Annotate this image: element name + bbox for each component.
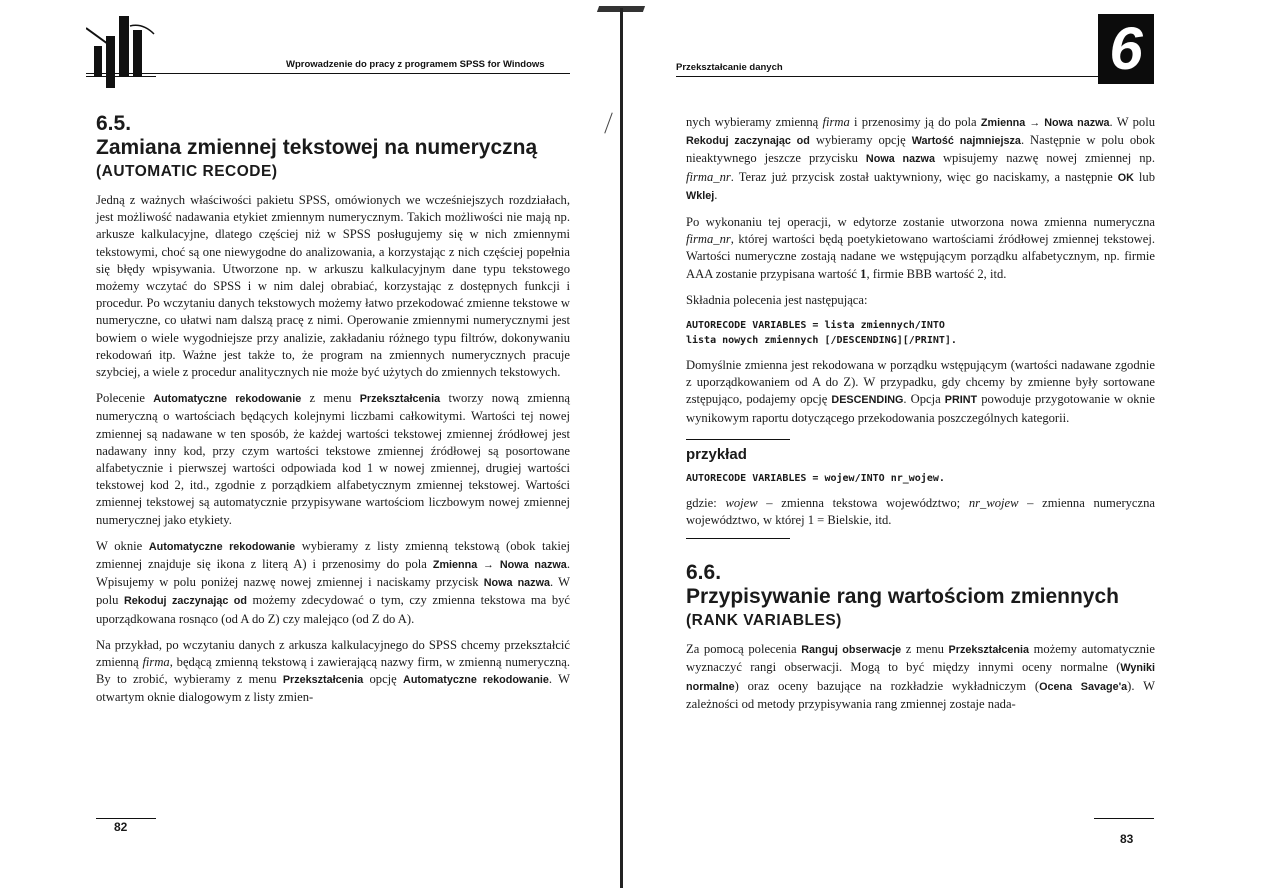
syntax-line: AUTORECODE VARIABLES = lista zmiennych/INTO — [686, 320, 945, 332]
paragraph: W oknie Automatyczne rekodowanie wybieramy z listy zmienną tekstową (obok takiej zmiennej znajduje się ikona z literą A) i przenosimy do pola Zmienna → Nowa nazwa. Wpisujemy w polu poniżej nazwę nowej zmiennej i naciskamy przycisk Nowa nazwa. W polu Rekoduj zaczynając od możemy zdecydować o tym, czy zmienna tekstowa ma być uporządkowana rosnąco (od A do Z) czy malejąco (od Z do A). — [96, 538, 571, 626]
margin-mark — [604, 112, 612, 133]
syntax-block — [686, 318, 1155, 348]
section-title: Zamiana zmiennej tekstowej na numeryczną — [96, 136, 538, 159]
paragraph: Domyślnie zmienna jest rekodowana w porządku wstępującym (wartości nadawane zgodnie z uporządkowaniem od A do Z). W przypadku, gdy chcemy by zmienne były sortowane zstępująco, podajemy opcję DESCENDING. Opcja PRINT powoduje przygotowanie w oknie wynikowym raportu dotyczącego przekodowania poszczególnych kategorii. — [686, 358, 1155, 425]
header-rule — [676, 76, 1154, 77]
left-page — [0, 0, 622, 894]
paragraph: Jedną z ważnych właściwości pakietu SPSS, omówionych we wcześniejszych rozdziałach, jest możliwość nadawania etykiet zmiennym numerycznym. Takich możliwości nie mają np. arkusze kalkulacyjne, dlatego częściej niż w SPSS posługujemy się w nich zmiennymi tekstowymi, choć są one niewygodne do analizowania, a korzystając z nich częściej popełnia się błędy wpisywania. Utworzone np. w arkuszu kalkulacyjnym dane typu tekstowego możemy wczytać do SPSS i w nim dalej obrabiać, korzystając z dostępnych funkcji i procedur. Po wczytaniu danych tekstowych możemy łatwo przekodować zmienne tekstowe w numeryczne, co ułatwi nam dalszą pracę z nimi. Operowanie zmiennymi numerycznymi jest bowiem o wiele wygodniejsze przy analizie, zakładaniu różnego typu filtrów, dokonywaniu rekodowań itp. Ważne jest także to, że program na zmiennych numerycznych pracuje szybciej, a wiele z procedur analitycznych nie może być użytych do zmiennych tekstowych. — [96, 193, 570, 380]
chapter-number-badge: 6 — [1098, 14, 1154, 84]
section-title: Przypisywanie rang wartościom zmiennych — [686, 585, 1119, 609]
page-number: 83 — [1120, 832, 1134, 846]
example-rule-top — [686, 439, 790, 440]
section-subtitle: (AUTOMATIC RECODE) — [96, 163, 278, 180]
example-heading: przykład — [686, 445, 747, 463]
section-number: 6.6. — [686, 561, 722, 585]
paragraph: nych wybieramy zmienną firma i przenosimy ją do pola Zmienna → Nowa nazwa. W polu Rekoduj zaczynając od wybieramy opcję Wartość najmniejsza. Następnie w polu obok nieaktywnego jeszcze przycisku Nowa nazwa wpisujemy nazwę nowej zmiennej np. firma_nr. Teraz już przycisk został uaktywniony, więc go naciskamy, a następnie OK lub Wklej. — [686, 115, 1156, 202]
paragraph: Za pomocą polecenia Ranguj obserwacje z menu Przekształcenia możemy automatycznie wyznaczyć rangi obserwacji. Mogą to być między innymi oceny normalne (Wyniki normalne) oraz oceny bazujące na rozkładzie wykładniczym (Ocena Savage'a). W zależności od metody przypisywania rang zmiennej zostaje nada- — [686, 642, 1156, 711]
paragraph: Składnia polecenia jest następująca: — [686, 292, 868, 307]
example-rule-bottom — [686, 538, 790, 539]
paragraph: Na przykład, po wczytaniu danych z arkusza kalkulacyjnego do SPSS chcemy przekształcić zmienną firma, będącą zmienną tekstową i zawierającą nazwy firm, w zmienną numeryczną. By to zrobić, wybieramy z menu Przekształcenia opcję Automatyczne rekodowanie. W otwartym oknie dialogowym z listy zmien- — [96, 637, 571, 705]
section-subtitle: (RANK VARIABLES) — [686, 612, 842, 630]
header-rule — [86, 73, 570, 74]
paragraph: Po wykonaniu tej operacji, w edytorze zostanie utworzona nowa zmienna numeryczna firma_nr, której wartości będą poetykietowano wartościami źródłowej zmiennej tekstowej. Wartości numeryczne zostają nadane we wstępującym porządku alfabetycznym, np. firmie AAA zostanie przypisana wartość 1, firmie BBB wartość 2, itd. — [686, 215, 1155, 281]
page-number-rule — [1094, 818, 1154, 819]
book-spine — [620, 8, 623, 888]
page-number-rule — [96, 818, 156, 819]
left-column — [96, 112, 570, 716]
paragraph: gdzie: wojew – zmienna tekstowa województwo; nr_wojew – zmienna numeryczna województwo, w której 1 = Bielskie, itd. — [686, 495, 1155, 528]
example-code: AUTORECODE VARIABLES = wojew/INTO nr_wojew. — [686, 472, 945, 484]
paragraph: Polecenie Automatyczne rekodowanie z menu Przekształcenia tworzy nową zmienną numeryczną o wartościach będących kolejnymi liczbami całkowitymi. Wartości tej nowej zmiennej są nadawane w ten sposób, że każdej wartości tekstowej zmiennej źródłowej jest nadawany inny kod, przy czym wartości tekstowe zmiennej źródłowej są posortowane alfabetycznie i pierwszej wartości odpowiada kod 1 w nowej zmiennej, drugiej wartości tekstowej kod 2, itd., zgodnie z porządkiem alfabetycznym zmiennej tekstowej. Wartości zmiennej tekstowej są automatycznie przypisywane wartościom liczbowym nowej zmiennej numerycznej jako etykiety. — [96, 391, 570, 527]
running-header: Przekształcanie danych — [676, 62, 783, 73]
right-page — [624, 0, 1262, 894]
book-logo-icon — [86, 8, 156, 90]
page-number: 82 — [114, 820, 128, 834]
right-column — [686, 114, 1155, 722]
syntax-line: lista nowych zmiennych [/DESCENDING][/PRINT]. — [686, 335, 957, 347]
running-header: Wprowadzenie do pracy z programem SPSS for Windows — [286, 59, 545, 70]
section-number: 6.5. — [96, 112, 132, 135]
